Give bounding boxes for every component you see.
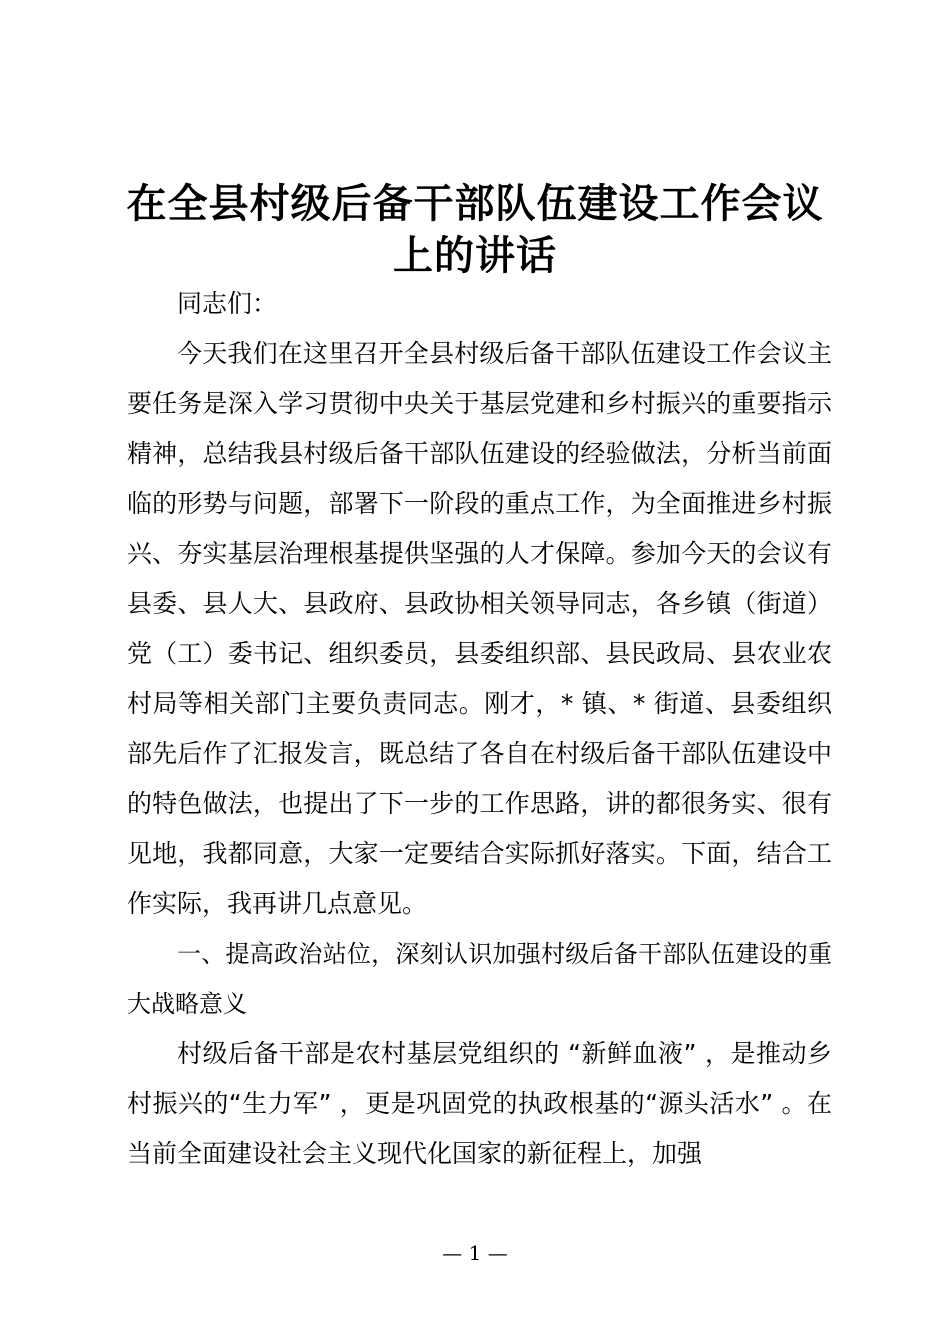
salutation: 同志们： — [177, 289, 278, 318]
title-line-2: 上的讲话 — [393, 232, 557, 279]
section-heading-1: 一、提高政治站位，深刻认识加强村级后备干部队伍建设的重大战略意义 — [127, 940, 832, 1018]
document-body — [127, 279, 832, 1179]
opening-paragraph: 今天我们在这里召开全县村级后备干部队伍建设工作会议主要任务是深入学习贯彻中央关于基层党建和乡村振兴的重要指示精神，总结我县村级后备干部队伍建设的经验做法，分析当前面临的形势与问题，部署下一阶段的重点工作，为全面推进乡村振兴、夯实基层治理根基提供坚强的人才保障。参加今天的会议有县委、县人大、县政府、县政协相关领导同志，各乡镇（街道）党（工）委书记、组织委员，县委组织部、县民政局、县农业农村局等相关部门主要负责同志。刚才，* 镇、* 街道、县委组织部先后作了汇报发言，既总结了各自在村级后备干部队伍建设中的特色做法，也提出了下一步的工作思路，讲的都很务实、很有见地，我都同意，大家一定要结合实际抓好落实。下面，结合工作实际，我再讲几点意见。 — [127, 339, 832, 918]
page-number: — 1 — — [442, 1241, 508, 1265]
section-1-paragraph: 村级后备干部是农村基层党组织的 “新鲜血液” ，是推动乡村振兴的“生力军” ，更是巩固党的执政根基的“源头活水” 。在当前全面建设社会主义现代化国家的新征程上，加强 — [127, 1039, 832, 1168]
title-line-1: 在全县村级后备干部队伍建设工作会议 — [126, 180, 824, 227]
document-title — [120, 178, 830, 282]
